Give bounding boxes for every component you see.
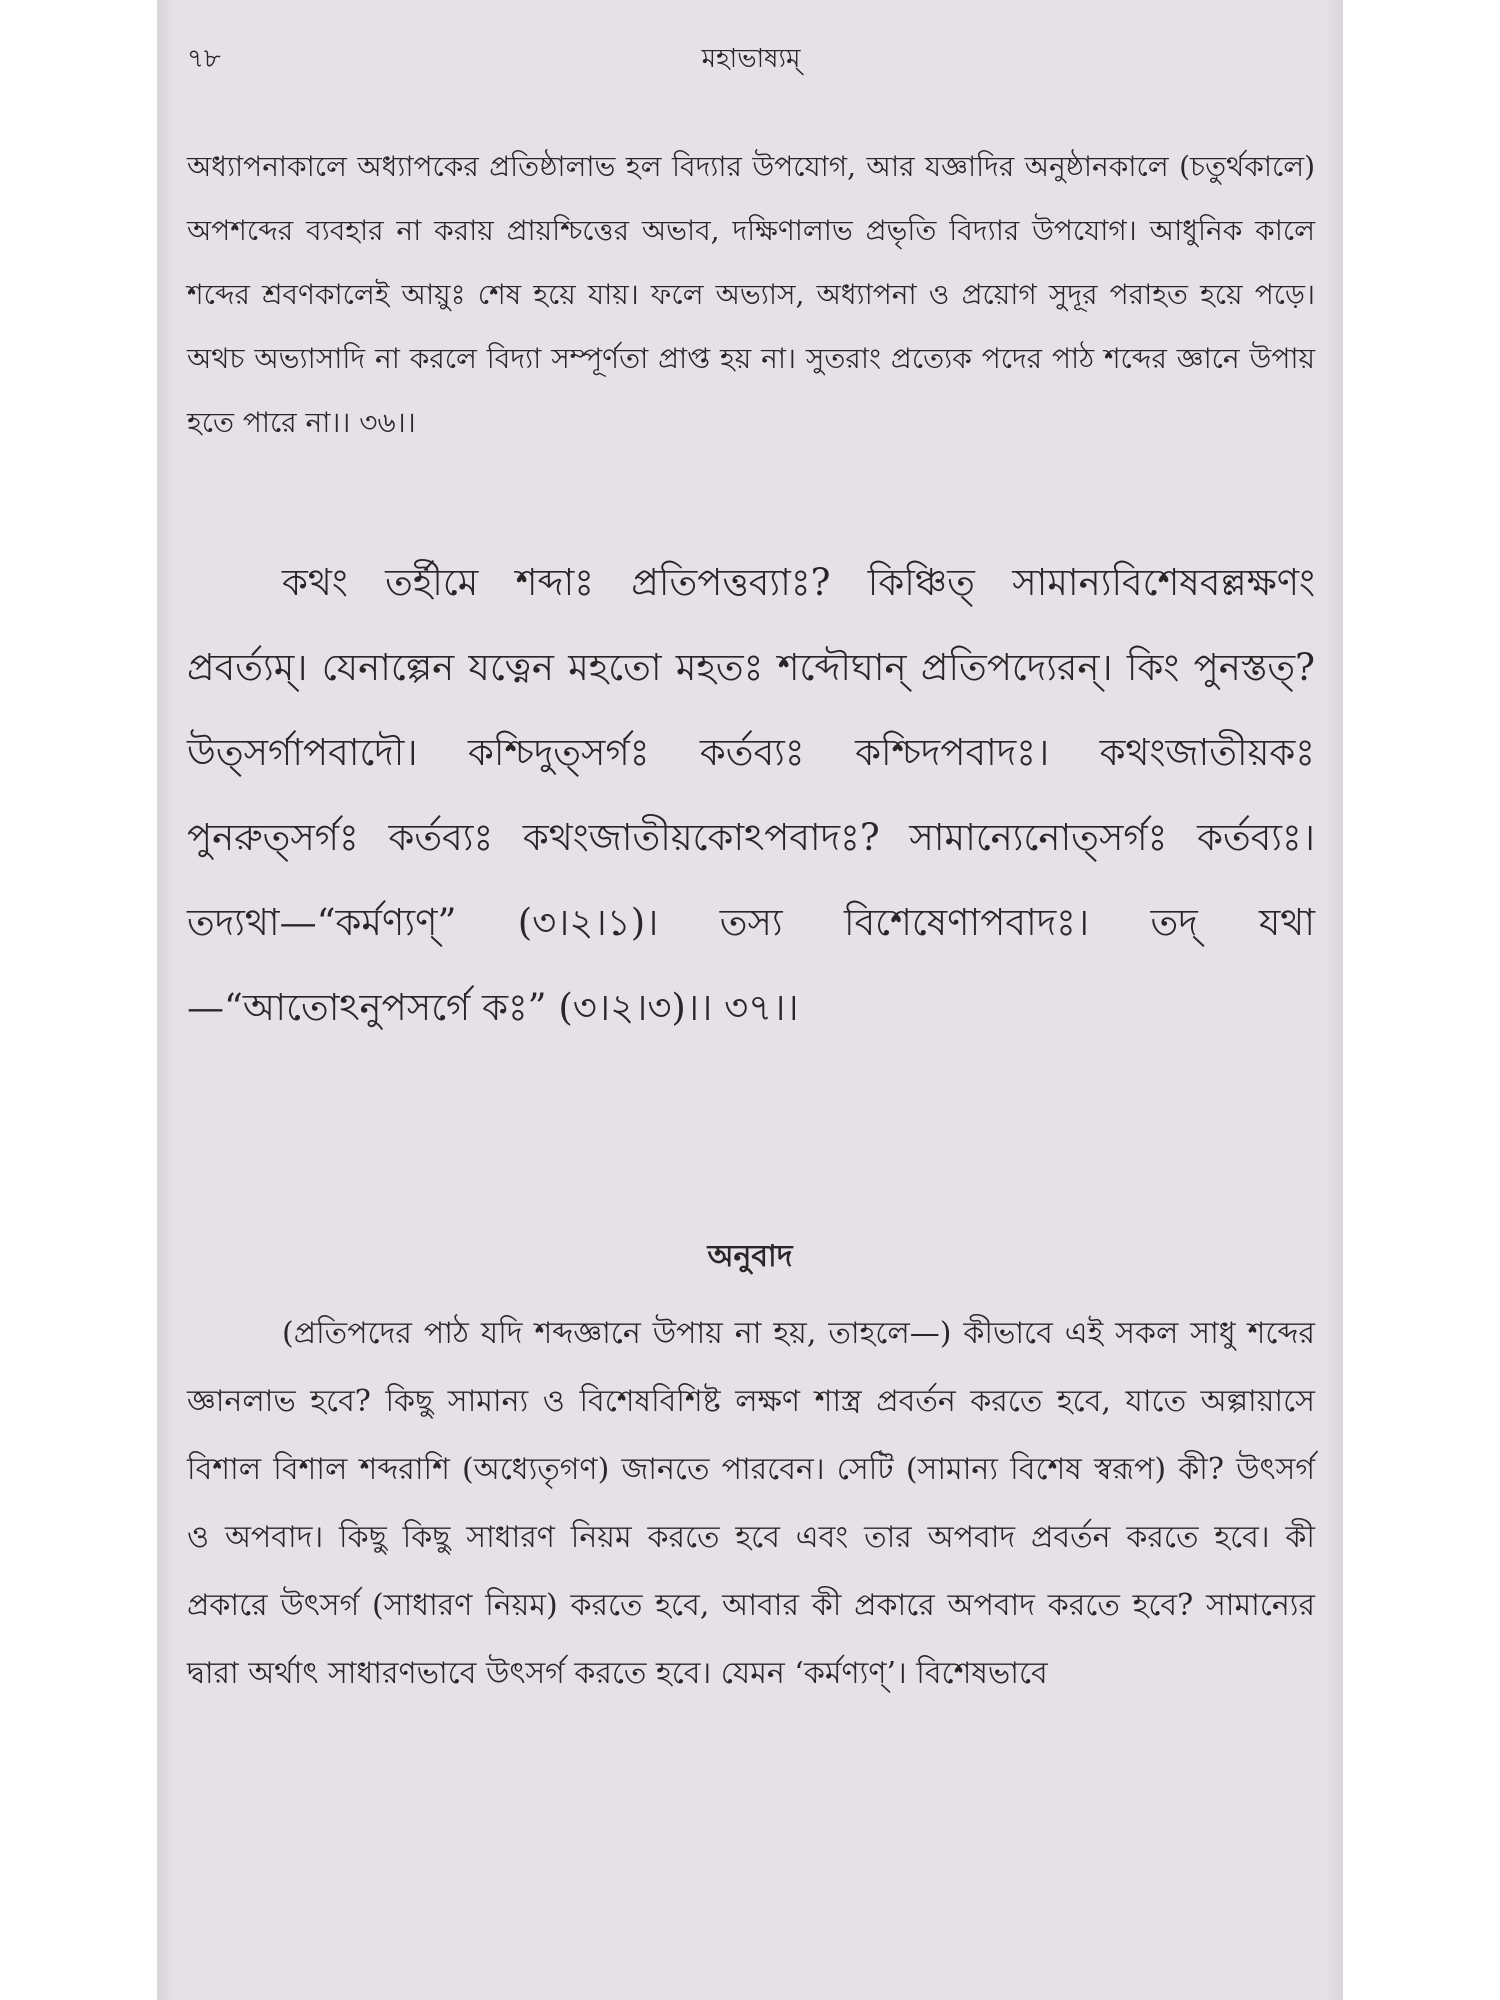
commentary-paragraph	[187, 135, 1315, 455]
page-header	[187, 38, 1315, 78]
page-number: ৭৮	[187, 44, 221, 74]
running-title: মহাভাষ্যম্	[701, 44, 801, 74]
sanskrit-text: কথং তর্হীমে শব্দাঃ প্রতিপত্তব্যাঃ? কিঞ্চিত্ সামান্যবিশেষবল্লক্ষণং প্রবর্ত্যম্। যেনাল্পেন যত্নেন মহতো মহতঃ শব্দৌঘান্ প্রতিপদ্যেরন্। কিং পুনস্তত্? উত্সর্গাপবাদৌ। কশ্চিদুত্সর্গঃ কর্তব্যঃ কশ্চিদপবাদঃ। কথংজাতীয়কঃ পুনরুত্সর্গঃ কর্তব্যঃ কথংজাতীয়কোঽপবাদঃ? সামান্যেনোত্সর্গঃ কর্তব্যঃ। তদ্যথা—“কর্মণ্যণ্” (৩।২।১)। তস্য বিশেষেণাপবাদঃ। তদ্ যথা—“আতোঽনুপসর্গে কঃ” (৩।২।৩)।। ৩৭।।	[187, 561, 1315, 1029]
commentary-text: অধ্যাপনাকালে অধ্যাপকের প্রতিষ্ঠালাভ হল বিদ্যার উপযোগ, আর যজ্ঞাদির অনুষ্ঠানকালে (চতুর্থকালে) অপশব্দের ব্যবহার না করায় প্রায়শ্চিত্তের অভাব, দক্ষিণালাভ প্রভৃতি বিদ্যার উপযোগ। আধুনিক কালে শব্দের শ্রবণকালেই আয়ুঃ শেষ হয়ে যায়। ফলে অভ্যাস, অধ্যাপনা ও প্রয়োগ সুদূর পরাহত হয়ে পড়ে। অথচ অভ্যাসাদি না করলে বিদ্যা সম্পূর্ণতা প্রাপ্ত হয় না। সুতরাং প্রত্যেক পদের পাঠ শব্দের জ্ঞানে উপায় হতে পারে না।। ৩৬।।	[187, 150, 1315, 439]
translation-paragraph	[187, 1300, 1315, 1708]
translation-heading: অনুবাদ	[707, 1239, 793, 1274]
translation-text: (প্রতিপদের পাঠ যদি শব্দজ্ঞানে উপায় না হয়, তাহলে—) কীভাবে এই সকল সাধু শব্দের জ্ঞানলাভ হবে? কিছু সামান্য ও বিশেষবিশিষ্ট লক্ষণ শাস্ত্র প্রবর্তন করতে হবে, যাতে অল্পায়াসে বিশাল বিশাল শব্দরাশি (অধ্যেতৃগণ) জানতে পারবেন। সেটি (সামান্য বিশেষ স্বরূপ) কী? উৎসর্গ ও অপবাদ। কিছু কিছু সাধারণ নিয়ম করতে হবে এবং তার অপবাদ প্রবর্তন করতে হবে। কী প্রকারে উৎসর্গ (সাধারণ নিয়ম) করতে হবে, আবার কী প্রকারে অপবাদ করতে হবে? সামান্যের দ্বারা অর্থাৎ সাধারণভাবে উৎসর্গ করতে হবে। যেমন ‘কর্মণ্যণ্’। বিশেষভাবে	[187, 1316, 1315, 1691]
book-page	[157, 0, 1343, 2000]
sanskrit-verse-block	[187, 540, 1315, 1050]
